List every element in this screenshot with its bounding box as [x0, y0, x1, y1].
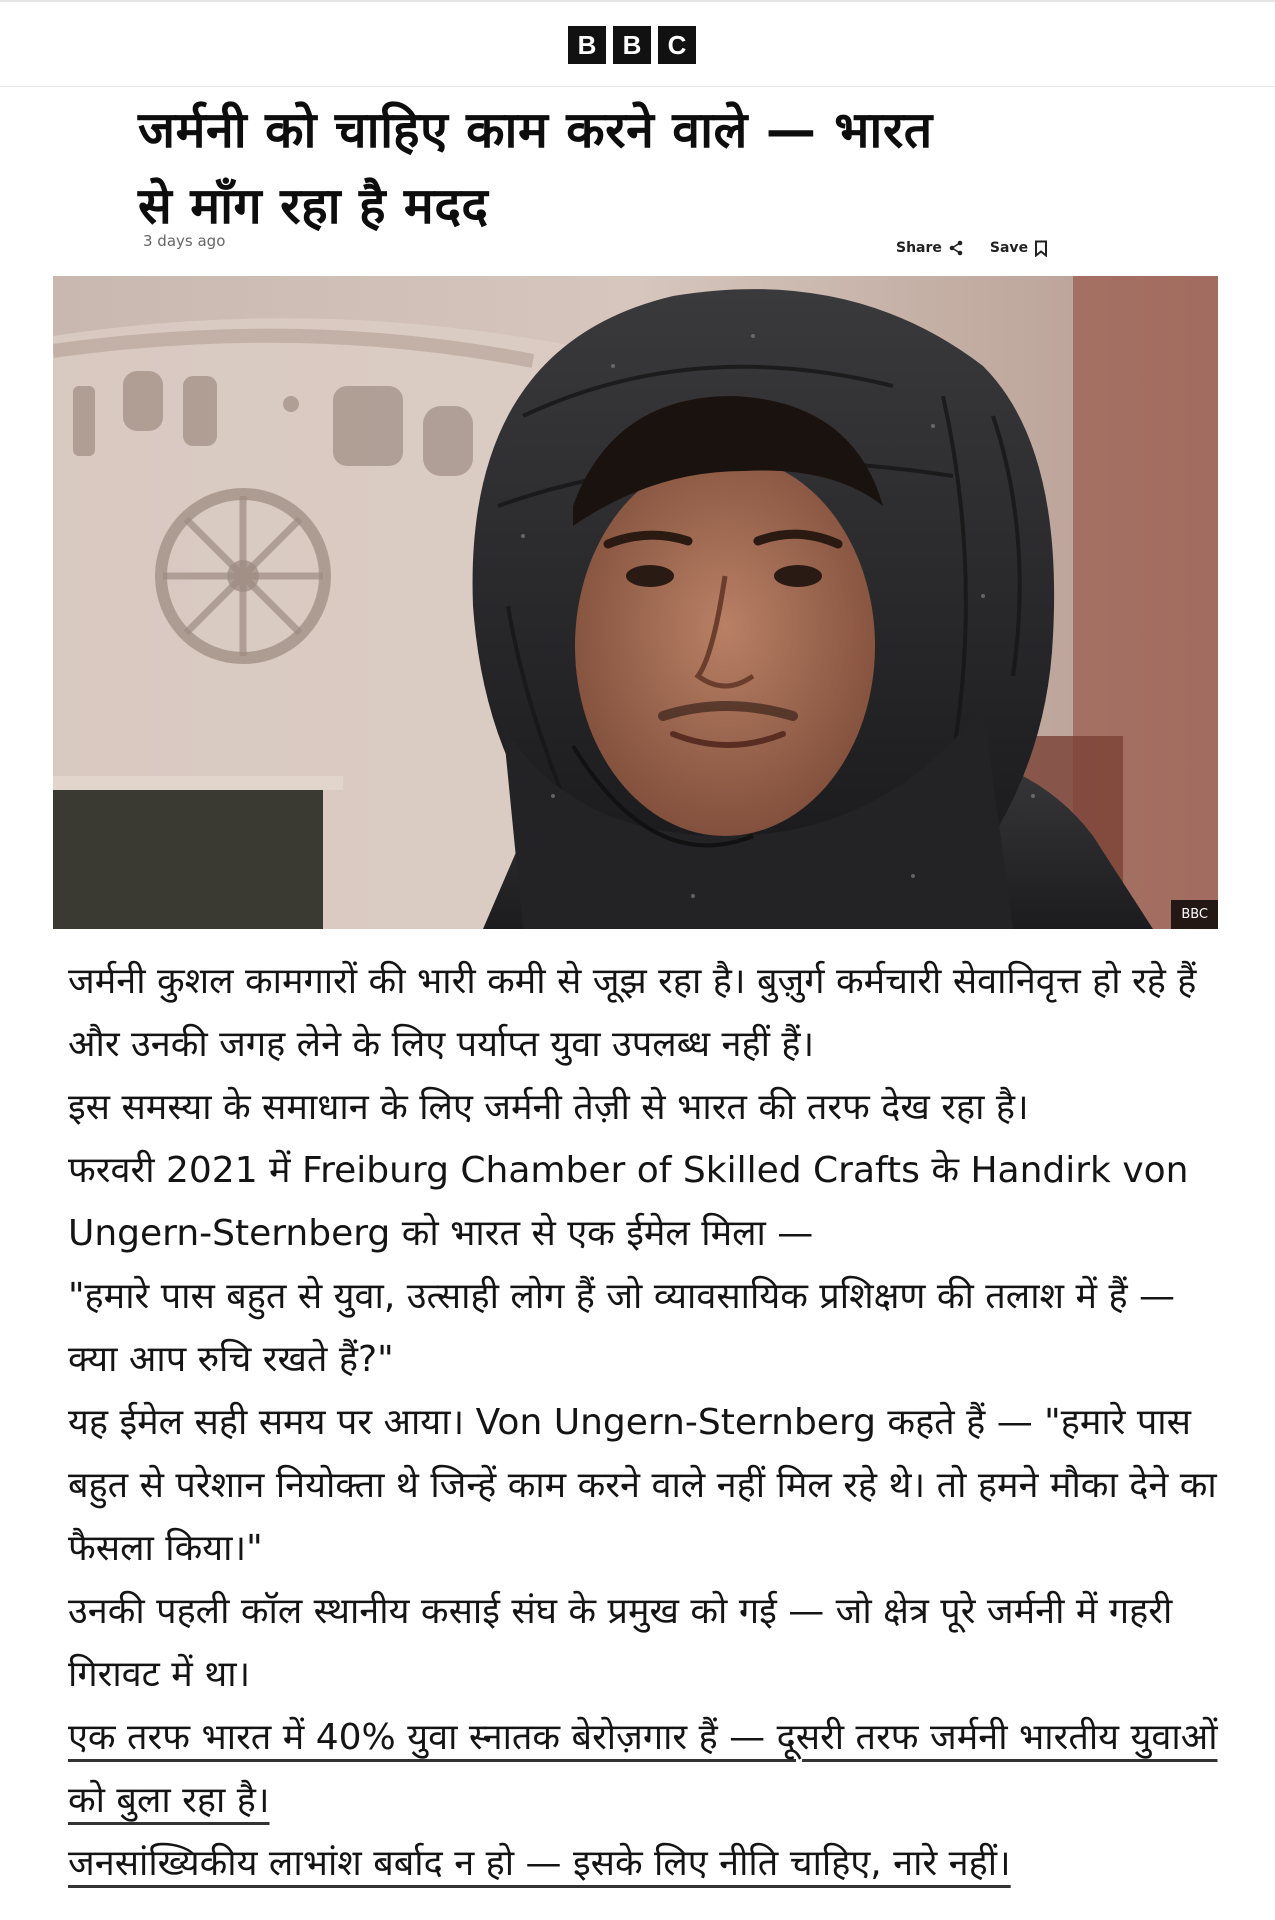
- share-button[interactable]: [896, 240, 964, 256]
- share-label: Share: [896, 240, 942, 256]
- highlight-text: एक तरफ भारत में 40% युवा स्नातक बेरोज़गार हैं — दूसरी तरफ जर्मनी भारतीय युवाओं को बुला रहा है।: [68, 1717, 1218, 1821]
- article-paragraph: फरवरी 2021 में Freiburg Chamber of Skilled Crafts के Handirk von Ungern-Sternberg को भारत से एक ईमेल मिला —: [68, 1150, 1189, 1254]
- article-paragraph: जर्मनी कुशल कामगारों की भारी कमी से जूझ रहा है। बुज़ुर्ग कर्मचारी सेवानिवृत्त हो रहे हैं और उनकी जगह लेने के लिए पर्याप्त युवा उपलब्ध नहीं हैं।: [68, 961, 1197, 1065]
- portrait-illustration: [53, 276, 1218, 929]
- article-paragraph: "हमारे पास बहुत से युवा, उत्साही लोग हैं जो व्यावसायिक प्रशिक्षण की तलाश में हैं — क्या आप रुचि रखते हैं?": [68, 1276, 1175, 1380]
- headline-line: से माँग रहा है मदद: [138, 177, 489, 235]
- bookmark-icon: [1034, 240, 1048, 257]
- article-paragraph: उनकी पहली कॉल स्थानीय कसाई संघ के प्रमुख को गई — जो क्षेत्र पूरे जर्मनी में गहरी गिरावट में था।: [68, 1591, 1173, 1695]
- article-paragraph: इस समस्या के समाधान के लिए जर्मनी तेज़ी से भारत की तरफ देख रहा है।: [68, 1087, 1029, 1128]
- highlighted-paragraph: [68, 1706, 1218, 1832]
- share-icon: [948, 240, 964, 256]
- article-body: [68, 950, 1218, 1895]
- save-label: Save: [989, 240, 1029, 256]
- highlighted-paragraph: [68, 1832, 1218, 1895]
- bbc-logo[interactable]: [568, 26, 696, 64]
- logo-letter: C: [658, 26, 696, 64]
- image-credit: BBC: [1171, 900, 1218, 929]
- top-bar: [0, 0, 1275, 87]
- publish-timestamp: 3 days ago: [143, 232, 226, 250]
- article-headline: [138, 92, 1148, 244]
- hero-image: [53, 276, 1218, 929]
- highlight-text: जनसांख्यिकीय लाभांश बर्बाद न हो — इसके लिए नीति चाहिए, नारे नहीं।: [68, 1843, 1011, 1884]
- article-actions: [896, 238, 1048, 258]
- article-paragraph: यह ईमेल सही समय पर आया। Von Ungern-Sternberg कहते हैं — "हमारे पास बहुत से परेशान नियोक्ता थे जिन्हें काम करने वाले नहीं मिल रहे थे। तो हमने मौका देने का फैसला किया।": [68, 1402, 1217, 1569]
- headline-line: जर्मनी को चाहिए काम करने वाले — भारत: [138, 101, 933, 159]
- logo-letter: B: [568, 26, 606, 64]
- save-button[interactable]: [990, 240, 1048, 257]
- logo-letter: B: [613, 26, 651, 64]
